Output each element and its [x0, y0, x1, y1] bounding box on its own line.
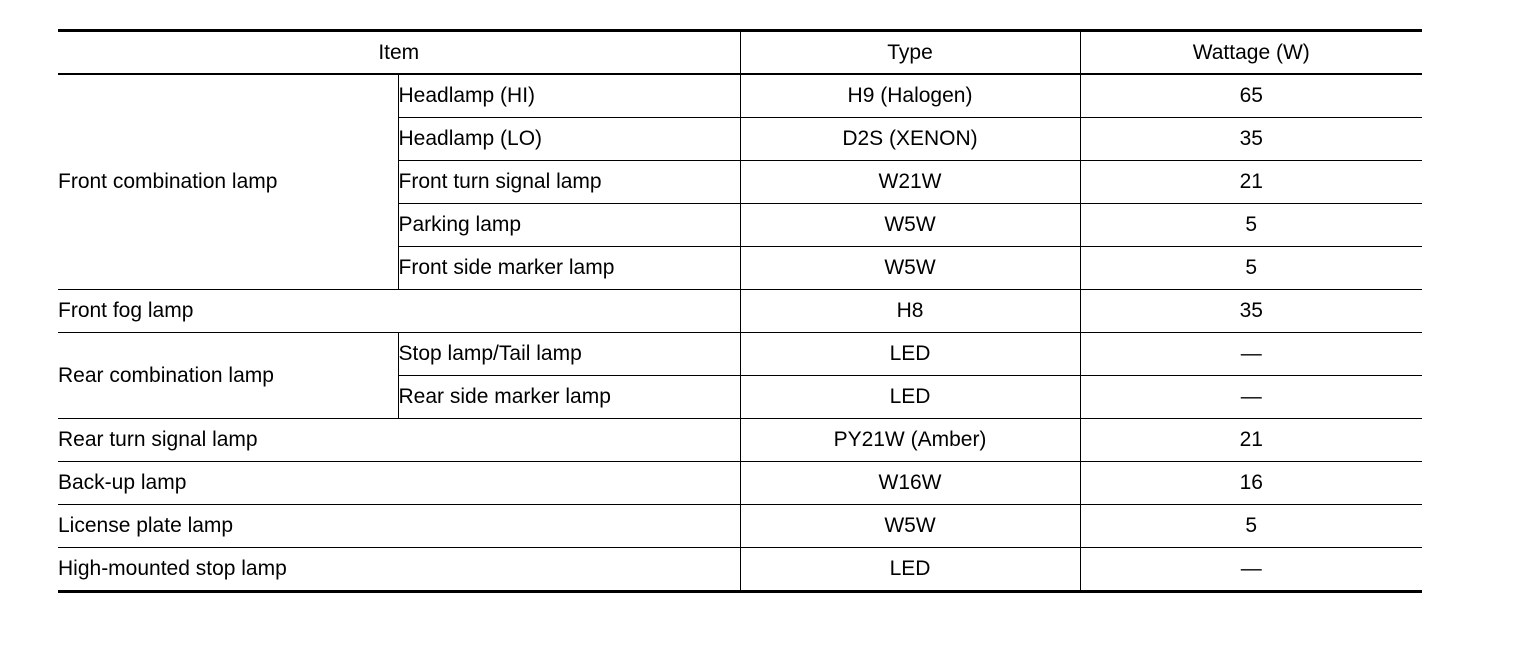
- table-row: [58, 505, 1422, 548]
- table-row: [58, 462, 1422, 505]
- item-cell: Stop lamp/Tail lamp: [398, 333, 740, 376]
- wattage-cell: 5: [1080, 247, 1422, 290]
- table-row: [58, 419, 1422, 462]
- item-cell: License plate lamp: [58, 505, 740, 548]
- type-cell: H9 (Halogen): [740, 74, 1080, 118]
- type-cell: LED: [740, 333, 1080, 376]
- wattage-cell: 21: [1080, 161, 1422, 204]
- wattage-cell: 65: [1080, 74, 1422, 118]
- wattage-cell: —: [1080, 333, 1422, 376]
- item-cell: Parking lamp: [398, 204, 740, 247]
- header-item: Item: [58, 31, 740, 75]
- item-cell: Rear side marker lamp: [398, 376, 740, 419]
- wattage-cell: —: [1080, 548, 1422, 592]
- type-cell: W5W: [740, 204, 1080, 247]
- table-row: [58, 333, 1422, 376]
- wattage-cell: 21: [1080, 419, 1422, 462]
- item-cell: Headlamp (HI): [398, 74, 740, 118]
- wattage-cell: 16: [1080, 462, 1422, 505]
- bulb-specification-table: [58, 29, 1422, 593]
- header-type: Type: [740, 31, 1080, 75]
- header-row: [58, 31, 1422, 75]
- item-cell: Headlamp (LO): [398, 118, 740, 161]
- type-cell: W5W: [740, 247, 1080, 290]
- group-front-combination-lamp: Front combination lamp: [58, 74, 398, 290]
- item-cell: Rear turn signal lamp: [58, 419, 740, 462]
- wattage-cell: 35: [1080, 118, 1422, 161]
- type-cell: LED: [740, 548, 1080, 592]
- type-cell: W5W: [740, 505, 1080, 548]
- item-cell: Front fog lamp: [58, 290, 740, 333]
- table-row: [58, 548, 1422, 592]
- type-cell: PY21W (Amber): [740, 419, 1080, 462]
- table-row: [58, 290, 1422, 333]
- wattage-cell: 5: [1080, 204, 1422, 247]
- group-rear-combination-lamp: Rear combination lamp: [58, 333, 398, 419]
- item-cell: Front side marker lamp: [398, 247, 740, 290]
- item-cell: Back-up lamp: [58, 462, 740, 505]
- type-cell: LED: [740, 376, 1080, 419]
- wattage-cell: —: [1080, 376, 1422, 419]
- type-cell: W16W: [740, 462, 1080, 505]
- wattage-cell: 35: [1080, 290, 1422, 333]
- type-cell: H8: [740, 290, 1080, 333]
- type-cell: W21W: [740, 161, 1080, 204]
- item-cell: High-mounted stop lamp: [58, 548, 740, 592]
- type-cell: D2S (XENON): [740, 118, 1080, 161]
- header-wattage: Wattage (W): [1080, 31, 1422, 75]
- wattage-cell: 5: [1080, 505, 1422, 548]
- item-cell: Front turn signal lamp: [398, 161, 740, 204]
- table-row: [58, 74, 1422, 118]
